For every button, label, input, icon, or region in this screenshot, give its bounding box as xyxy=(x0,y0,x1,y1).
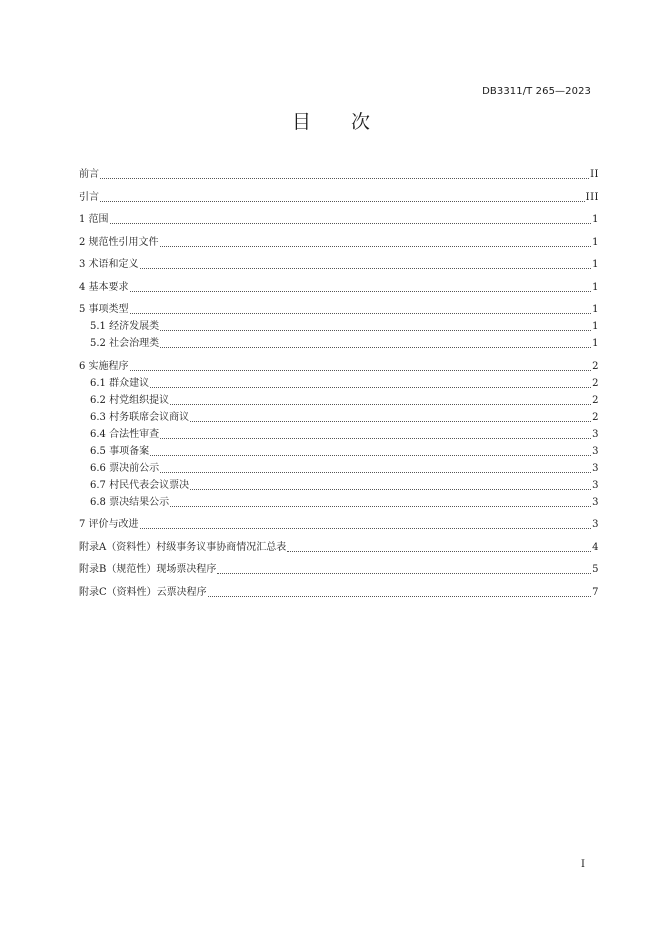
toc-dot-leader xyxy=(130,291,592,292)
toc-dot-leader xyxy=(160,330,591,331)
toc-dot-leader xyxy=(160,472,591,473)
toc-dot-leader xyxy=(190,421,591,422)
toc-dot-leader xyxy=(150,455,591,456)
toc-entry-page: 3 xyxy=(592,462,599,474)
toc-entry[interactable] xyxy=(79,256,599,273)
toc-entry-page: III xyxy=(585,191,599,203)
toc-dot-leader xyxy=(170,404,591,405)
toc-entry[interactable] xyxy=(79,584,599,601)
toc-dot-leader xyxy=(208,596,591,597)
toc-dot-leader xyxy=(170,506,591,507)
toc-entry-page: 1 xyxy=(592,281,599,293)
toc-entry-page: 3 xyxy=(592,479,599,491)
toc-entry[interactable] xyxy=(79,460,599,477)
toc-entry[interactable] xyxy=(79,358,599,375)
toc-entry-page: 2 xyxy=(592,394,599,406)
toc-entry-label: 6.1 群众建议 xyxy=(90,377,150,389)
toc-entry-label: 3 术语和定义 xyxy=(79,259,139,270)
toc-entry-label: 附录A（资料性）村级事务议事协商情况汇总表 xyxy=(79,541,287,553)
toc-entry-label: 6.5 事项备案 xyxy=(90,445,150,457)
toc-entry[interactable] xyxy=(79,477,599,494)
toc-entry[interactable] xyxy=(79,392,599,409)
toc-dot-leader xyxy=(130,313,592,314)
toc-entry-label: 6.4 合法性审查 xyxy=(90,428,160,440)
toc-dot-leader xyxy=(130,370,592,371)
toc-entry-page: 5 xyxy=(592,564,599,575)
toc-entry-label: 附录B（规范性）现场票决程序 xyxy=(79,564,217,575)
toc-entry[interactable] xyxy=(79,561,599,578)
toc-entry-label: 1 范围 xyxy=(79,214,109,225)
toc-entry-page: 3 xyxy=(592,445,599,457)
toc-entry[interactable] xyxy=(79,234,599,251)
toc-entry-label: 7 评价与改进 xyxy=(79,519,139,530)
toc-entry-page: 3 xyxy=(592,496,599,508)
toc-entry-label: 6 实施程序 xyxy=(79,360,129,372)
toc-entry-page: 1 xyxy=(592,338,599,349)
toc-entry-page: 1 xyxy=(592,321,599,332)
toc-entry[interactable] xyxy=(79,189,599,206)
toc-dot-leader xyxy=(100,201,585,202)
toc-entry-label: 6.7 村民代表会议票决 xyxy=(90,479,190,491)
toc-dot-leader xyxy=(110,223,592,224)
toc-dot-leader xyxy=(140,268,592,269)
toc-entry[interactable] xyxy=(79,539,599,556)
toc-entry[interactable] xyxy=(79,375,599,392)
toc-entry[interactable] xyxy=(79,301,599,318)
toc-dot-leader xyxy=(287,551,591,552)
toc-entry-page: 3 xyxy=(592,519,599,530)
toc-entry-label: 2 规范性引用文件 xyxy=(79,236,159,248)
toc-entry-page: 1 xyxy=(592,214,599,225)
toc-entry-page: 1 xyxy=(592,259,599,270)
toc-entry-page: II xyxy=(590,169,599,180)
toc-entry-label: 5 事项类型 xyxy=(79,304,129,315)
toc-dot-leader xyxy=(100,178,589,179)
toc-entry[interactable] xyxy=(79,335,599,352)
page-title: 目 次 xyxy=(291,111,371,133)
toc-entry-label: 引言 xyxy=(79,191,99,203)
toc-entry-page: 3 xyxy=(592,428,599,440)
toc-entry-page: 4 xyxy=(592,541,599,553)
toc-entry[interactable] xyxy=(79,211,599,228)
toc-entry-label: 6.6 票决前公示 xyxy=(90,462,160,474)
toc-entry-label: 前言 xyxy=(79,169,99,180)
toc-entry-page: 1 xyxy=(592,304,599,315)
toc-entry-label: 4 基本要求 xyxy=(79,281,129,293)
toc-entry-page: 2 xyxy=(592,377,599,389)
toc-entry[interactable] xyxy=(79,443,599,460)
toc-entry-label: 附录C（资料性）云票决程序 xyxy=(79,586,207,598)
toc-entry-page: 2 xyxy=(592,360,599,372)
toc-entry-page: 1 xyxy=(592,236,599,248)
toc-entry-label: 5.2 社会治理类 xyxy=(90,338,160,349)
toc-entry-label: 5.1 经济发展类 xyxy=(90,321,160,332)
toc-entry[interactable] xyxy=(79,279,599,296)
toc-entry[interactable] xyxy=(79,318,599,335)
table-of-contents xyxy=(79,166,599,601)
toc-entry[interactable] xyxy=(79,516,599,533)
toc-entry[interactable] xyxy=(79,409,599,426)
document-code: DB3311/T 265—2023 xyxy=(482,86,591,97)
toc-entry[interactable] xyxy=(79,166,599,183)
toc-dot-leader xyxy=(140,528,592,529)
toc-entry[interactable] xyxy=(79,494,599,511)
toc-entry[interactable] xyxy=(79,426,599,443)
toc-entry-label: 6.3 村务联席会议商议 xyxy=(90,411,190,423)
toc-entry-label: 6.8 票决结果公示 xyxy=(90,496,170,508)
toc-dot-leader xyxy=(160,438,591,439)
toc-dot-leader xyxy=(217,573,591,574)
toc-entry-page: 2 xyxy=(592,411,599,423)
toc-dot-leader xyxy=(190,489,591,490)
toc-entry-page: 7 xyxy=(592,586,599,598)
toc-dot-leader xyxy=(160,347,591,348)
page-number: I xyxy=(581,859,585,870)
toc-entry-label: 6.2 村党组织提议 xyxy=(90,394,170,406)
toc-dot-leader xyxy=(150,387,591,388)
toc-dot-leader xyxy=(160,246,592,247)
